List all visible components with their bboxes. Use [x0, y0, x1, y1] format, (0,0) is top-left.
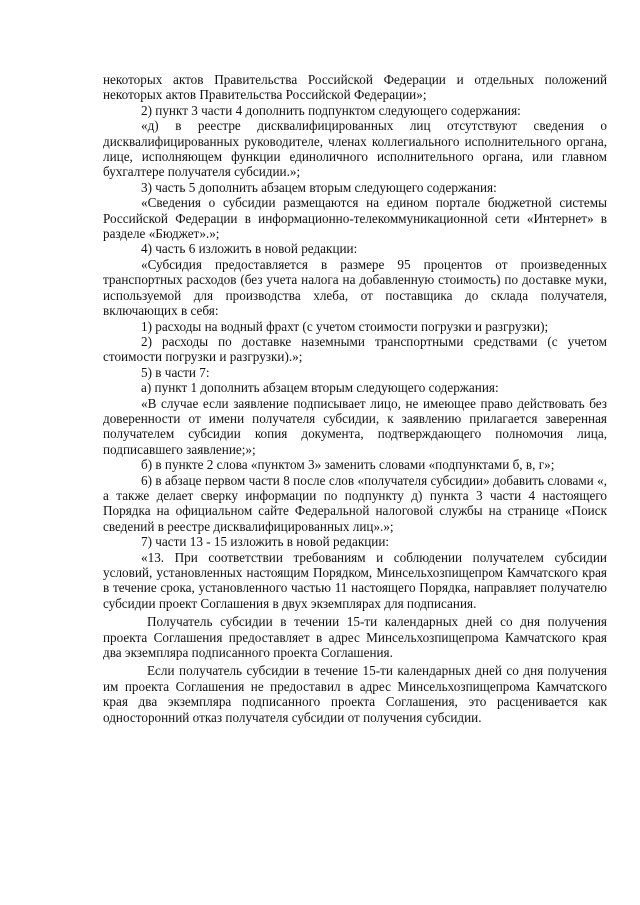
paragraph-subsidy-info: «Сведения о субсидии размещаются на едином портале бюджетной системы Российской Федерации в информационно-телекоммуникационной сети «Интернет» в разделе «Бюджет».»;: [103, 195, 607, 242]
document-page: [103, 72, 607, 725]
paragraph-item-3: 3) часть 5 дополнить абзацем вторым следующего содержания:: [141, 179, 497, 195]
paragraph-item-2: 2) пункт 3 части 4 дополнить подпунктом следующего содержания:: [141, 102, 521, 118]
paragraph-power-of-attorney: «В случае если заявление подписывает лицо, не имеющее право действовать без доверенности от имени получателя субсидии, к заявлению прилагается заверенная получателем субсидии копия документа, подтверждающего полномочия лица, подписавшего заявление;»;: [103, 395, 607, 457]
paragraph-item-5: 5) в части 7:: [141, 364, 210, 380]
paragraph-continuation: некоторых актов Правительства Российской Федерации и отдельных положений некоторых актов Правительства Российской Федерации»;: [103, 72, 607, 103]
paragraph-recipient-term: Получатель субсидии в течении 15-ти календарных дней со дня получения проекта Соглашения предоставляет в адрес Минсельхозпищепрома Камчатского края два экземпляра подписанного проекта Соглашения.: [103, 614, 607, 661]
paragraph-water-freight: 1) расходы на водный фрахт (с учетом стоимости погрузки и разгрузки);: [141, 318, 549, 334]
paragraph-subitem-a: а) пункт 1 дополнить абзацем вторым следующего содержания:: [141, 380, 499, 396]
paragraph-item-7: 7) части 13 - 15 изложить в новой редакции:: [141, 534, 390, 550]
paragraph-subsidy-amount: «Субсидия предоставляется в размере 95 процентов от произведенных транспортных расходов (без учета налога на добавленную стоимость) по доставке муки, используемой для производства хлеба, от поставщика до склада получателя, включающих в себя:: [103, 256, 607, 319]
paragraph-item-4: 4) часть 6 изложить в новой редакции:: [141, 241, 358, 257]
paragraph-subitem-d: «д) в реестре дисквалифицированных лиц отсутствуют сведения о дисквалифицированных руководителе, членах коллегиального исполнительного органа, лице, исполняющем функции единоличного исполнительного органа, или главном бухгалтере получателя субсидии.»;: [103, 118, 607, 180]
paragraph-ground-transport: 2) расходы по доставке наземными транспортными средствами (с учетом стоимости погрузки и разгрузки).»;: [103, 333, 607, 365]
paragraph-subitem-b: б) в пункте 2 слова «пунктом 3» заменить словами «подпунктами б, в, г»;: [141, 457, 555, 473]
paragraph-clause-13: «13. При соответствии требованиям и соблюдении получателем субсидии условий, установленных настоящим Порядком, Минсельхозпищепром Камчатского края в течение срока, установленного частью 11 настоящего Порядка, направляет получателю субсидии проект Соглашения в двух экземплярах для подписания.: [103, 549, 607, 611]
paragraph-refusal: Если получатель субсидии в течение 15-ти календарных дней со дня получения им проекта Соглашения не предоставил в адрес Минсельхозпищепрома Камчатского края два экземпляра подписанного проекта Соглашения, это расценивается как односторонний отказ получателя субсидии от получения субсидии.: [103, 663, 607, 725]
paragraph-item-6: 6) в абзаце первом части 8 после слов «получателя субсидии» добавить словами «, а также делает сверку информации по подпункту д) пункта 3 части 4 настоящего Порядка на официальном сайте Федеральной налоговой службы на странице «Поиск сведений в реестре дисквалифицированных лиц».»;: [103, 472, 607, 534]
